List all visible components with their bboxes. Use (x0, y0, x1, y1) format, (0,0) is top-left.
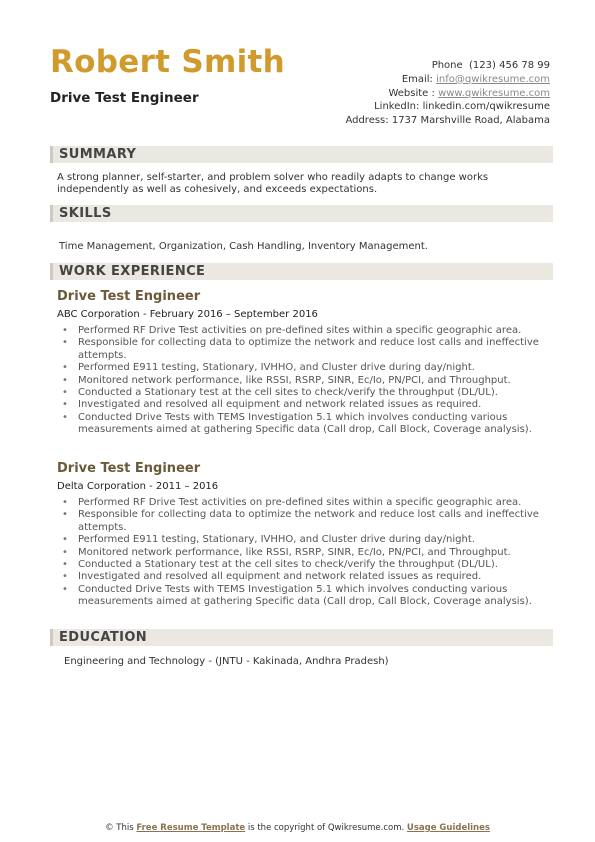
skills-text: Time Management, Organization, Cash Handling, Inventory Management. (59, 241, 428, 252)
contact-email: Email: info@qwikresume.com (401, 73, 550, 85)
experience-section-header (50, 263, 553, 280)
linkedin-value: linkedin.com/qwikresume (422, 101, 550, 113)
footer-prefix: © This (105, 823, 134, 833)
list-item: • Conducted a Stationary test at the cell sites to check/verify the throughput (DL/UL). (57, 387, 547, 399)
list-item: • Performed E911 testing, Stationary, IVHHO, and Cluster drive during day/night. (57, 534, 547, 546)
list-item: • Monitored network performance, like RSSI, RSRP, SINR, Ec/Io, PN/PCI, and Throughput. (57, 375, 547, 387)
list-item: • Responsible for collecting data to optimize the network and reduce lost calls and ineffective attempts. (57, 509, 547, 534)
summary-text: A strong planner, self-starter, and problem solver who readily adapts to change works independently as well as cohesively, and exceeds expectations. (57, 172, 489, 196)
job-meta-2: Delta Corporation - 2011 – 2016 (57, 481, 219, 492)
list-item: • Performed E911 testing, Stationary, IVHHO, and Cluster drive during day/night. (57, 362, 547, 374)
list-item: • Performed RF Drive Test activities on pre-defined sites within a specific geographic area. (57, 325, 547, 337)
list-item: • Responsible for collecting data to optimize the network and reduce lost calls and ineffective attempts. (57, 337, 547, 362)
email-link[interactable]: info@qwikresume.com (436, 73, 550, 85)
address-value: 1737 Marshville Road, Alabama (391, 115, 550, 127)
skills-heading: SKILLS (59, 206, 112, 221)
job-title-1: Drive Test Engineer (57, 289, 201, 304)
candidate-title: Drive Test Engineer (50, 90, 199, 106)
list-item: • Conducted a Stationary test at the cell sites to check/verify the throughput (DL/UL). (57, 559, 547, 571)
list-item: • Investigated and resolved all equipment and network related issues as required. (57, 571, 547, 583)
list-item: • Conducted Drive Tests with TEMS Investigation 5.1 which involves conducting various measurements aimed at gathering Specific data (Call drop, Call Block, Coverage analysis). (57, 412, 547, 437)
footer-middle: is the copyright of Qwikresume.com. (247, 823, 405, 833)
usage-guidelines-link[interactable]: Usage Guidelines (406, 823, 490, 833)
summary-section-header (50, 146, 553, 163)
job-meta-1: ABC Corporation - February 2016 – September 2016 (57, 309, 318, 320)
contact-website: Website : www.qwikresume.com (388, 87, 550, 99)
education-section-header (50, 629, 553, 646)
education-heading: EDUCATION (59, 630, 148, 645)
experience-heading: WORK EXPERIENCE (59, 264, 206, 279)
contact-linkedin: LinkedIn: linkedin.com/qwikresume (374, 101, 550, 113)
summary-heading: SUMMARY (59, 147, 137, 162)
free-resume-template-link[interactable]: Free Resume Template (136, 823, 246, 833)
job-bullets-2 (57, 497, 547, 609)
job-title-2: Drive Test Engineer (57, 461, 201, 476)
contact-phone: Phone (123) 456 78 99 (431, 60, 550, 71)
education-text: Engineering and Technology - (JNTU - Kakinada, Andhra Pradesh) (64, 656, 389, 667)
website-link[interactable]: www.qwikresume.com (438, 87, 550, 99)
list-item: • Performed RF Drive Test activities on pre-defined sites within a specific geographic area. (57, 497, 547, 509)
footer (0, 823, 595, 833)
contact-address: Address: 1737 Marshville Road, Alabama (345, 115, 550, 127)
list-item: • Monitored network performance, like RSSI, RSRP, SINR, Ec/Io, PN/PCI, and Throughput. (57, 547, 547, 559)
list-item: • Investigated and resolved all equipment and network related issues as required. (57, 399, 547, 411)
candidate-name: Robert Smith (50, 44, 286, 80)
job-bullets-1 (57, 325, 547, 437)
skills-section-header (50, 205, 553, 222)
list-item: • Conducted Drive Tests with TEMS Investigation 5.1 which involves conducting various measurements aimed at gathering Specific data (Call drop, Call Block, Coverage analysis). (57, 584, 547, 609)
contact-block (345, 59, 550, 128)
